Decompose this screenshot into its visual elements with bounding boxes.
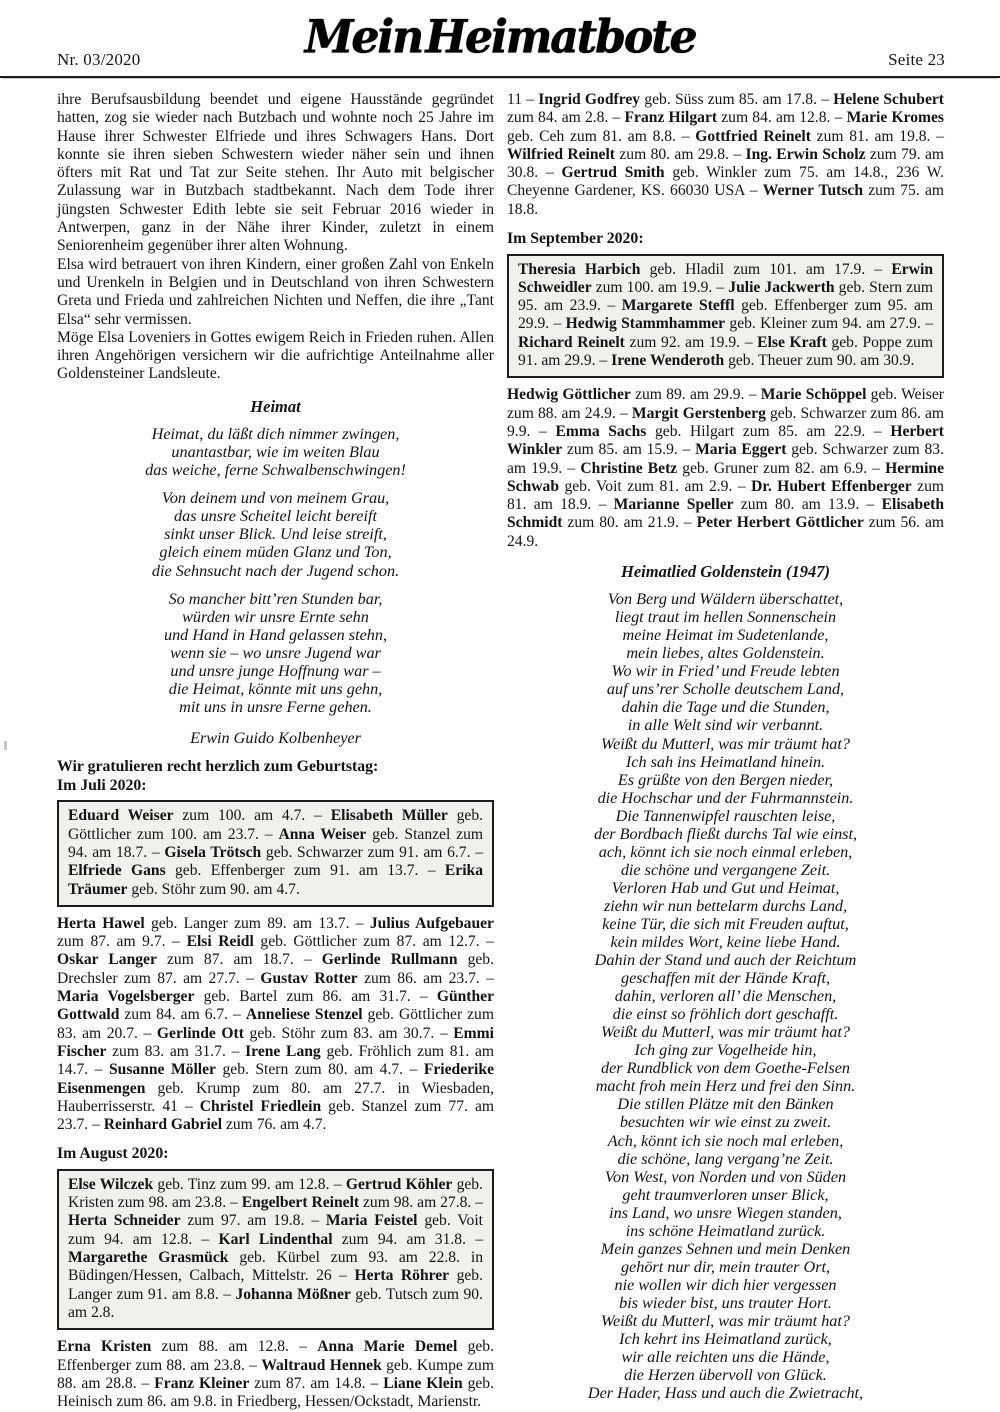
poem-heimat-author: Erwin Guido Kolbenheyer [190,729,361,748]
birthday-box-august [57,1169,494,1330]
poem-heimatlied-lines: Von Berg und Wäldern überschattet, liegt traut im hellen Sonnenschein meine Heimat im Sudetenlande, mein liebes, altes Goldenstein. Wo wir in Fried’ und Freude lebten auf uns’rer Scholle deutschem Land, dahin die Tage und die Stunden, in alle Welt sind wir verbannt. Weißt du Mutterl, was mir träumt hat? Ich sah ins Heimatland hinein. Es grüßte von den Bergen nieder, die Hochschar und der Fuhrmannstein. Die Tannenwipfel rauschten leise, der Bordbach fließt durchs Tal wie einst, ach, könnt ich sie noch einmal erleben, die schöne und vergangene Zeit. Verloren Hab und Gut und Heimat, ziehn wir nun bettelarm durchs Land, keine Tür, die sich mit Freuden auftut, kein mildes Wort, keine liebe Hand. Dahin der Stand und auch der Reichtum geschaffen mit der Hände Kraft, dahin, verloren all’ die Menschen, die einst so fröhlich dort geschafft. Weißt du Mutterl, was mir träumt hat? Ich ging zur Vogelheide hin, der Rundblick von dem Goethe-Felsen macht froh mein Herz und frei den Sinn. Die stillen Plätze mit den Bänken besuchten wir wie einst zu zweit. Ach, könnt ich sie noch mal erleben, die schöne, lang vergang’ne Zeit. Von West, von Norden und von Süden geht traumverloren unser Blick, ins Land, wo unsre Wiegen standen, ins schöne Heimatland zurück. Mein ganzes Sehnen und mein Denken gehört nur dir, mein trauter Ort, nie wollen wir dich hier vergessen bis wieder bist, uns trauter Hort. Weißt du Mutterl, was mir träumt hat? Ich kehrt ins Heimatland zurück, wir alle reichten uns die Hände, die Herzen übervoll von Glück. Der Hader, Hass und auch die Zwietracht, [587,590,864,1403]
birthday-list-july: Eduard Weiser zum 100. am 4.7. – Elisabeth Müller geb. Göttlicher zum 100. am 23.7. – Anna Weiser geb. Stanzel zum 94. am 18.7. – Gisela Trötsch geb. Schwarzer zum 91. am 6.7. – Elfriede Gans geb. Effenberger zum 91. am 13.7. – Erika Träumer geb. Stöhr zum 90. am 4.7. [68,807,484,898]
right-column [507,91,944,1411]
left-column [57,91,494,1411]
birthday-list-september-continued: Hedwig Göttlicher zum 89. am 29.9. – Marie Schöppel geb. Weiser zum 88. am 24.9. – Margit Gerstenberg geb. Schwarzer zum 86. am 9.9. – Emma Sachs geb. Hilgart zum 85. am 22.9. – Herbert Winkler zum 85. am 15.9. – Maria Eggert geb. Schwarzer zum 83. am 19.9. – Christine Betz geb. Gruner zum 82. am 6.9. – Hermine Schwab geb. Voit zum 81. am 2.9. – Dr. Hubert Effenberger zum 81. am 18.9. – Marianne Speller zum 80. am 13.9. – Elisabeth Schmidt zum 80. am 21.9. – Peter Herbert Göttlicher zum 56. am 24.9. [507,386,945,550]
obituary-paragraph: Elsa wird betrauert von ihren Kindern, einer großen Zahl von Enkeln und Urenkeln in Belgien und in Deutschland von ihren Schwestern Greta und Frieda und zahlreichen Nichten und Neffen, die ihre „Tant Elsa“ sehr vermissen. [57,255,494,328]
birthday-list-august-continued: Erna Kristen zum 88. am 12.8. – Anna Marie Demel geb. Effenberger zum 88. am 23.8. – Waltraud Hennek geb. Kumpe zum 88. am 28.8. – Franz Kleiner zum 87. am 14.8. – Liane Klein geb. Heinisch zum 86. am 9.8. in Friedberg, Hessen/Ockstadt, Marienstr. [57,1338,495,1411]
scan-artifact-mark [4,741,7,750]
poem-heimat-title: Heimat [250,396,301,416]
issue-number: Nr. 03/2020 [57,50,141,69]
obituary-paragraph: Möge Elsa Loveniers in Gottes ewigem Reich in Frieden ruhen. Allen ihren Angehörigen versichern wir die aufrichtige Anteilnahme aller Goldensteiner Landsleute. [57,328,494,383]
obituary-paragraph: ihre Berufsausbildung beendet und eigene Hausstände gegründet hatten, zog sie wieder nach Butzbach und wohnte noch 25 Jahre im Hause ihrer Schwester Elfriede und ihres Schwagers Hans. Dort konnte sie ihren sieben Schwestern wieder näher sein und ihnen öfters mit Rat und Tat zur Seite stehen. Ihr Auto mit belgischer Zulassung war in Butzbach stadtbekannt. Nach dem Tode ihrer jüngsten Schwester Edith lebte sie seit Februar 2016 wieder in Antwerpen, ganz in der Nähe ihrer Kinder, zuletzt in einem Seniorenheim gegenüber ihrer alten Wohnung. [57,91,494,255]
birthday-box-july [57,800,494,906]
birthday-list-september: Theresia Harbich geb. Hladil zum 101. am 17.9. – Erwin Schweidler zum 100. am 19.9. – Julie Jackwerth geb. Stern zum 95. am 23.9. – Margarete Steffl geb. Effenberger zum 95. am 29.9. – Hedwig Stammhammer geb. Kleiner zum 94. am 27.9. – Richard Reinelt zum 92. am 19.9. – Else Kraft geb. Poppe zum 91. am 29.9. – Irene Wenderoth geb. Theuer zum 90. am 30.9. [518,260,934,370]
content-columns [0,78,1000,1411]
page-header [0,0,1000,78]
poem-heimatlied-title: Heimatlied Goldenstein (1947) [621,562,830,582]
masthead-title: Mein Heimatbote [304,10,696,65]
birthday-box-september [507,254,944,379]
month-heading-july: Im Juli 2020: [57,776,147,794]
page-number: Seite 23 [888,50,945,69]
poem-heimat-stanza-3: So mancher bitt’ren Stunden bar, würden wir unsre Ernte sehn und Hand in Hand gelassen stehn, wenn sie – wo unsre Jugend war und unsre junge Hoffnung war – die Heimat, könnte mit uns gehn, mit uns in unsre Ferne gehen. [163,589,387,717]
birthday-list-august-overflow: 11 – Ingrid Godfrey geb. Süss zum 85. am 17.8. – Helene Schubert zum 84. am 2.8. – Franz Hilgart zum 84. am 12.8. – Marie Kromes geb. Ceh zum 81. am 8.8. – Gottfried Reinelt zum 81. am 19.8. – Wilfried Reinelt zum 80. am 29.8. – Ing. Erwin Scholz zum 79. am 30.8. – Gertrud Smith geb. Winkler zum 75. am 14.8., 236 W. Cheyenne Gardener, KS. 66030 USA – Werner Tutsch zum 75. am 18.8. [507,91,945,218]
poem-heimat-stanza-1: Heimat, du läßt dich nimmer zwingen, unantastbar, wie im weiten Blau das weiche, ferne Schwalbenschwingen! [145,424,406,480]
birthday-list-august: Else Wilczek geb. Tinz zum 99. am 12.8. – Gertrud Köhler geb. Kristen zum 98. am 23.8. – Engelbert Reinelt zum 98. am 27.8. – Herta Schneider zum 97. am 19.8. – Maria Feistel geb. Voit zum 94. am 12.8. – Karl Lindenthal zum 94. am 31.8. – Margarethe Grasmück geb. Kürbel zum 93. am 22.8. in Büdingen/Hessen, Calbach, Mittelstr. 26 – Herta Röhrer geb. Langer zum 91. am 8.8. – Johanna Mößner geb. Tutsch zum 90. am 2.8. [68,1175,484,1321]
poem-heimat-stanza-2: Von deinem und von meinem Grau, das unsre Scheitel leicht bereift sinkt unser Blick. Und leise streift, gleich einem müden Glanz und Ton, die Sehnsucht nach der Jugend schon. [151,489,400,580]
birthday-list-july-continued: Herta Hawel geb. Langer zum 89. am 13.7. – Julius Aufgebauer zum 87. am 9.7. – Elsi Reidl geb. Göttlicher zum 87. am 12.7. – Oskar Langer zum 87. am 18.7. – Gerlinde Rullmann geb. Drechsler zum 87. am 27.7. – Gustav Rotter zum 86. am 23.7. – Maria Vogelsberger geb. Bartel zum 86. am 31.7. – Günther Gottwald zum 84. am 6.7. – Anneliese Stenzel geb. Göttlicher zum 83. am 20.7. – Gerlinde Ott geb. Stöhr zum 83. am 30.7. – Emmi Fischer zum 83. am 31.7. – Irene Lang geb. Fröhlich zum 81. am 14.7. – Susanne Möller geb. Stern zum 80. am 4.7. – Friederike Eisenmengen geb. Krump zum 80. am 27.7. in Wiesbaden, Hauberrisserstr. 41 – Christel Friedlein geb. Stanzel zum 77. am 23.7. – Reinhard Gabriel zum 76. am 4.7. [57,914,495,1134]
congrats-heading: Wir gratulieren recht herzlich zum Geburtstag: [57,758,379,776]
poem-heimat [57,398,494,748]
poem-heimatlied [507,563,944,1402]
month-heading-august: Im August 2020: [57,1145,169,1163]
month-heading-september: Im September 2020: [507,230,644,248]
